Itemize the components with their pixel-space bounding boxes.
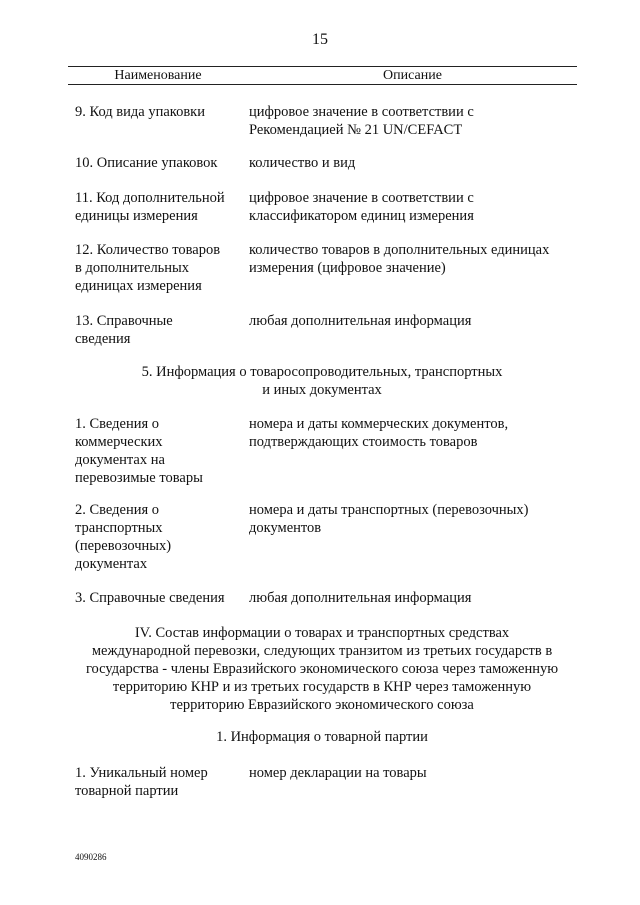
- row-name-line: в дополнительных: [75, 260, 190, 276]
- section-heading-line: территорию Евразийского экономического союза: [170, 697, 474, 713]
- row-name: [75, 154, 240, 172]
- row-description-line: номера и даты коммерческих документов,: [249, 416, 509, 432]
- row-name: [75, 241, 240, 295]
- row-description-line: измерения (цифровое значение): [249, 260, 446, 276]
- row-name-line: документах: [75, 556, 148, 572]
- row-description-line: любая дополнительная информация: [249, 590, 472, 606]
- section-heading-line: и иных документах: [262, 382, 382, 398]
- section-heading-line: государства - члены Евразийского экономического союза через таможенную: [85, 661, 559, 677]
- row-description: [249, 241, 579, 277]
- row-description: [249, 103, 579, 139]
- section-heading: [60, 624, 584, 714]
- row-name-line: единицах измерения: [75, 278, 202, 294]
- row-name: [75, 589, 240, 607]
- row-name-line: товарной партии: [75, 783, 179, 799]
- row-name-line: (перевозочных): [75, 538, 172, 554]
- table-header-rule-bottom: [68, 84, 577, 85]
- row-description-line: номер декларации на товары: [249, 765, 427, 781]
- row-name-line: 2. Сведения о: [75, 502, 160, 518]
- row-name-line: перевозимые товары: [75, 470, 203, 486]
- section-heading-line: территорию КНР и из третьих государств в КНР через таможенную: [112, 679, 532, 695]
- row-name-line: коммерческих: [75, 434, 163, 450]
- section-heading: [60, 363, 584, 399]
- row-description: [249, 189, 579, 225]
- row-name-line: единицы измерения: [75, 208, 198, 224]
- section-heading: [60, 728, 584, 746]
- row-description-line: количество и вид: [249, 155, 356, 171]
- document-id: 4090286: [75, 852, 107, 862]
- row-name-line: 11. Код дополнительной: [75, 190, 225, 206]
- row-description-line: подтверждающих стоимость товаров: [249, 434, 478, 450]
- row-description-line: цифровое значение в соответствии с: [249, 190, 474, 206]
- row-name: [75, 501, 240, 573]
- row-name-line: 10. Описание упаковок: [75, 155, 218, 171]
- row-description-line: документов: [249, 520, 322, 536]
- row-name-line: документах на: [75, 452, 165, 468]
- section-heading-line: 1. Информация о товарной партии: [216, 729, 428, 745]
- row-description-line: классификатором единиц измерения: [249, 208, 474, 224]
- row-name: [75, 764, 240, 800]
- row-description-line: номера и даты транспортных (перевозочных): [249, 502, 529, 518]
- row-description-line: цифровое значение в соответствии с: [249, 104, 474, 120]
- column-header-description: Описание: [383, 68, 442, 83]
- row-name-line: транспортных: [75, 520, 163, 536]
- section-heading-line: международной перевозки, следующих транзитом из третьих государств в: [91, 643, 553, 659]
- row-description-line: количество товаров в дополнительных единицах: [249, 242, 550, 258]
- row-description: [249, 312, 579, 330]
- row-description: [249, 415, 579, 451]
- row-name-line: 9. Код вида упаковки: [75, 104, 205, 120]
- row-description: [249, 501, 579, 537]
- row-name: [75, 103, 240, 121]
- row-description-line: Рекомендацией № 21 UN/CEFACT: [249, 122, 463, 138]
- section-heading-line: IV. Состав информации о товарах и транспортных средствах: [134, 625, 510, 641]
- section-heading-line: 5. Информация о товаросопроводительных, транспортных: [141, 364, 503, 380]
- row-description: [249, 154, 579, 172]
- row-description: [249, 589, 579, 607]
- row-name-line: 3. Справочные сведения: [75, 590, 225, 606]
- row-name: [75, 189, 240, 225]
- row-name: [75, 312, 240, 348]
- page-number: 15: [312, 31, 328, 48]
- row-name-line: 1. Сведения о: [75, 416, 160, 432]
- row-description: [249, 764, 579, 782]
- row-name: [75, 415, 240, 487]
- row-name-line: 1. Уникальный номер: [75, 765, 208, 781]
- row-name-line: 12. Количество товаров: [75, 242, 221, 258]
- column-header-name: Наименование: [114, 68, 202, 83]
- row-description-line: любая дополнительная информация: [249, 313, 472, 329]
- row-name-line: 13. Справочные: [75, 313, 173, 329]
- row-name-line: сведения: [75, 331, 131, 347]
